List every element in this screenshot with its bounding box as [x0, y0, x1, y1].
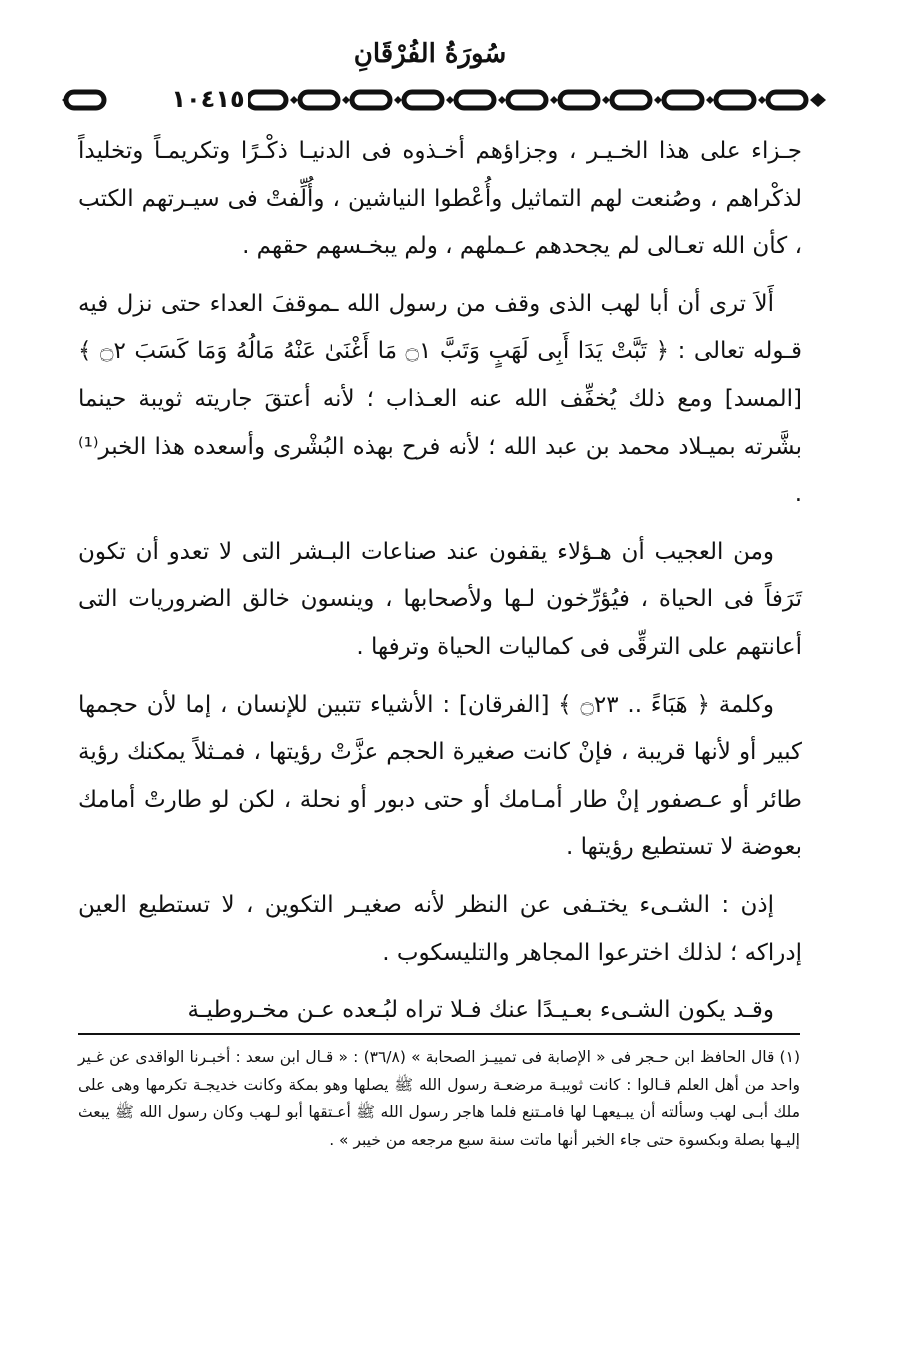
- paragraph-6: وقـد يكون الشـىء بعـيـدًا عنك فـلا تراه لبُـعده عـن مخـروطيـة: [187, 997, 774, 1024]
- footnote-1: (١) قال الحافظ ابن حـجر فى « الإصابة فى تمييـز الصحابة » (٣٦/٨) : « قـال ابن سعد : أخبـرنا الواقدى عن غـير واحد من أهل العلم قـالوا : كانت ثويبـة مرضعـة رسول الله ﷺ يصلها وهو بمكة وكانت خديجـة تكرمها وهى على ملك أبـى لهب وسألته أن يبـيعهـا لها فامـتنع فلما هاجر رسول الله ﷺ أعـتقها أبو لـهب وكان رسول الله ﷺ يبعث إليـها بصلة وبكسوة حتى جاء الخبر أنها ماتت سنة سبع مرجعه من خيبر » .: [78, 1048, 800, 1149]
- paragraph-3: ومن العجيب أن هـؤلاء يقفون عند صناعات البـشر التى لا تعدو أن تكون تَرَفاً فى الحياة ، فيُؤرِّخون لـها ولأصحابها ، وينسون خالق الضروريات التى أعانتهم على الترقِّى فى كماليات الحياة وترفها .: [78, 538, 802, 660]
- page-number: ١٠٤١٥: [168, 83, 248, 115]
- ornamental-header-band: [62, 86, 832, 114]
- paragraph-2: أَلاَ ترى أن أبا لهب الذى وقف من رسول الله ـموقفَ العداء حتى نزل فيه قـوله تعالى : ﴿ تَبَّتْ يَدَا أَبِى لَهَبٍ وَتَبَّ ۝١ مَا أَغْنَىٰ عَنْهُ مَالُهُ وَمَا كَسَبَ ۝٢ ﴾ [المسد] ومع ذلك يُخفِّف الله عنه العـذاب ؛ لأنه أعتقَ جاريته ثويبة حينما بشَّرته بميـلاد محمد بن عبد الله ؛ لأنه فرح بهذه البُشْرى وأسعده هذا الخبر⁽¹⁾ .: [78, 290, 803, 508]
- paragraph-1: جـزاء على هذا الخـيـر ، وجزاؤهم أخـذوه فى الدنيـا ذكْـرًا وتكريمـاً وتخليداً لذكْراهم ، وصُنعت لهم التماثيل وأُعْطوا النياشين ، وأُلِّفتْ فى سيـرتهم الكتب ، كأن الله تعـالى لم يجحدهم عـملهم ، ولم يبخـسهم حقهم .: [78, 138, 802, 260]
- paragraph-5: إذن : الشـىء يختـفى عن النظر لأنه صغيـر التكوين ، لا تستطيع العين إدراكه ؛ لذلك اخترعوا المجاهر والتليسكوب .: [78, 891, 802, 966]
- footnote-divider: [78, 1033, 800, 1035]
- main-text: [78, 128, 802, 1045]
- paragraph-4: وكلمة ﴿ هَبَاءً .. ۝٢٣ ﴾ [الفرقان] : الأشياء تتبين للإنسان ، إما لأن حجمها كبير أو لأنها قريبة ، فإنْ كانت صغيرة الحجم عزَّتْ رؤيتها ، فمـثلاً يمكنك رؤية طائر أو عـصفور إنْ طار أمـامك أو حتى دبور أو نحلة ، لكن لو طارتْ أمامك بعوضة لا تستطيع رؤيتها .: [78, 691, 802, 861]
- footnotes: [78, 1044, 800, 1154]
- surah-title: سُورَةُ الفُرْقَانِ: [353, 39, 507, 69]
